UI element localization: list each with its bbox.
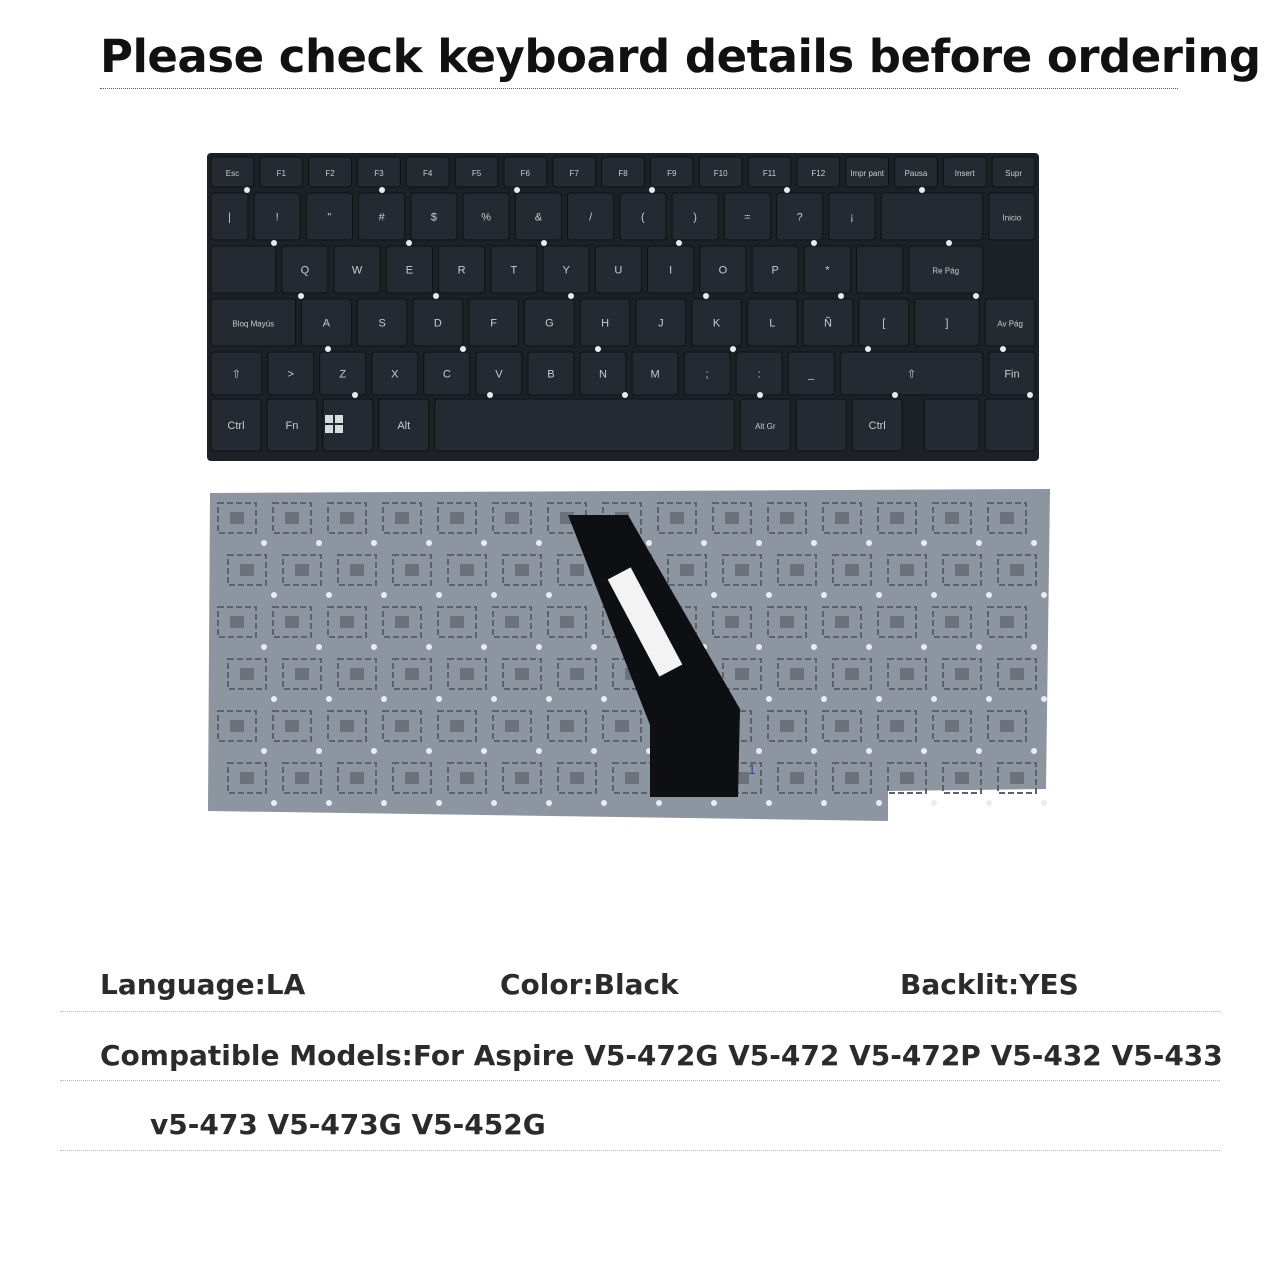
svg-text:|: | bbox=[228, 211, 231, 224]
svg-text:$: $ bbox=[430, 211, 437, 224]
svg-text:Alt Gr: Alt Gr bbox=[755, 422, 776, 431]
mount-dot bbox=[491, 592, 497, 598]
key-w bbox=[334, 246, 380, 293]
key-g bbox=[524, 299, 574, 346]
svg-text:?: ? bbox=[796, 211, 803, 224]
svg-text:): ) bbox=[693, 211, 697, 224]
mount-dot bbox=[711, 592, 717, 598]
svg-text:¡: ¡ bbox=[850, 211, 854, 224]
svg-text:F1: F1 bbox=[276, 169, 286, 178]
key-alt bbox=[379, 399, 429, 451]
svg-text:*: * bbox=[825, 264, 830, 277]
svg-text:K: K bbox=[712, 317, 721, 330]
svg-text:[: [ bbox=[882, 317, 886, 330]
mount-dot bbox=[460, 346, 466, 352]
key-ñ bbox=[803, 299, 853, 346]
key-esc bbox=[211, 157, 254, 187]
svg-text:F9: F9 bbox=[667, 169, 677, 178]
svg-text:S: S bbox=[378, 317, 386, 330]
mount-dot bbox=[865, 346, 871, 352]
page-title: Please check keyboard details before ordering bbox=[100, 30, 1261, 83]
svg-text:E: E bbox=[405, 264, 414, 277]
mount-dot bbox=[271, 696, 277, 702]
mount-dot bbox=[261, 540, 267, 546]
mount-dot bbox=[1041, 800, 1047, 806]
mount-dot bbox=[931, 800, 937, 806]
mount-dot bbox=[986, 592, 992, 598]
svg-text:(: ( bbox=[641, 211, 645, 224]
svg-text:": " bbox=[327, 211, 332, 224]
mount-dot bbox=[1031, 644, 1037, 650]
key-f12 bbox=[797, 157, 840, 187]
key-- bbox=[724, 193, 770, 240]
mount-dot bbox=[866, 748, 872, 754]
svg-text:Re Pág: Re Pág bbox=[932, 266, 960, 276]
mount-dot bbox=[601, 696, 607, 702]
spec-divider bbox=[60, 1011, 1220, 1012]
key-e bbox=[386, 246, 432, 293]
key-o bbox=[700, 246, 746, 293]
key-- bbox=[684, 352, 730, 395]
mount-dot bbox=[811, 540, 817, 546]
key-impr-pant bbox=[846, 157, 889, 187]
spec-models-line1: Compatible Models:For Aspire V5-472G V5-472 V5-472P V5-432 V5-433 bbox=[100, 1039, 1223, 1072]
svg-text:Fn: Fn bbox=[285, 420, 299, 432]
mount-dot bbox=[371, 748, 377, 754]
key-f3 bbox=[357, 157, 400, 187]
key bbox=[985, 399, 1035, 451]
key bbox=[435, 399, 735, 451]
mount-dot bbox=[876, 800, 882, 806]
key-f8 bbox=[602, 157, 645, 187]
key-av-p-g bbox=[985, 299, 1035, 346]
mount-dot bbox=[436, 800, 442, 806]
svg-text:Y: Y bbox=[562, 264, 570, 277]
mount-dot bbox=[481, 540, 487, 546]
spec-language: Language:LA bbox=[100, 968, 306, 1001]
mount-dot bbox=[371, 540, 377, 546]
mount-dot bbox=[546, 696, 552, 702]
key-- bbox=[306, 193, 352, 240]
mount-dot bbox=[426, 644, 432, 650]
svg-text:#: # bbox=[378, 211, 385, 224]
svg-text:F3: F3 bbox=[374, 169, 384, 178]
key-- bbox=[620, 193, 666, 240]
svg-text:Bloq Mayús: Bloq Mayús bbox=[232, 319, 275, 329]
mount-dot bbox=[676, 240, 682, 246]
mount-dot bbox=[766, 800, 772, 806]
mount-dot bbox=[481, 644, 487, 650]
svg-text:H: H bbox=[601, 317, 610, 330]
key-- bbox=[254, 193, 300, 240]
svg-text:⇧: ⇧ bbox=[906, 368, 917, 381]
svg-text:F11: F11 bbox=[762, 169, 777, 178]
svg-text:P: P bbox=[771, 264, 779, 277]
svg-text:F2: F2 bbox=[325, 169, 335, 178]
mount-dot bbox=[1041, 592, 1047, 598]
key-z bbox=[320, 352, 366, 395]
mount-dot bbox=[436, 592, 442, 598]
svg-text:A: A bbox=[322, 317, 331, 330]
mount-dot bbox=[711, 800, 717, 806]
svg-text:F10: F10 bbox=[713, 169, 728, 178]
mount-dot bbox=[976, 540, 982, 546]
mount-dot bbox=[646, 540, 652, 546]
mount-dot bbox=[536, 748, 542, 754]
svg-text:F6: F6 bbox=[520, 169, 531, 178]
svg-text:=: = bbox=[744, 211, 751, 224]
mount-dot bbox=[866, 644, 872, 650]
mount-dot bbox=[271, 592, 277, 598]
mount-dot bbox=[756, 540, 762, 546]
mount-dot bbox=[326, 696, 332, 702]
mount-dot bbox=[821, 696, 827, 702]
mount-dot bbox=[766, 592, 772, 598]
title-divider bbox=[100, 88, 1178, 89]
key-r bbox=[439, 246, 485, 293]
key-- bbox=[211, 352, 262, 395]
svg-text:F4: F4 bbox=[423, 169, 433, 178]
svg-text:M: M bbox=[650, 368, 660, 381]
key-- bbox=[411, 193, 457, 240]
key-- bbox=[359, 193, 405, 240]
mount-dot bbox=[481, 748, 487, 754]
mount-dot bbox=[1027, 392, 1033, 398]
svg-text:O: O bbox=[718, 264, 728, 277]
key-f10 bbox=[699, 157, 742, 187]
svg-text:;: ; bbox=[705, 368, 709, 381]
key-- bbox=[736, 352, 782, 395]
svg-text:F7: F7 bbox=[569, 169, 579, 178]
key-f7 bbox=[553, 157, 596, 187]
mount-dot bbox=[381, 696, 387, 702]
mount-dot bbox=[703, 293, 709, 299]
svg-text:Ñ: Ñ bbox=[824, 317, 832, 330]
svg-text:L: L bbox=[769, 317, 776, 330]
key-j bbox=[636, 299, 686, 346]
mount-dot bbox=[919, 187, 925, 193]
mount-dot bbox=[601, 800, 607, 806]
svg-text:B: B bbox=[547, 368, 555, 381]
svg-text:Insert: Insert bbox=[954, 169, 975, 178]
mount-dot bbox=[811, 748, 817, 754]
key-- bbox=[859, 299, 909, 346]
svg-text:]: ] bbox=[945, 317, 949, 330]
mount-dot bbox=[326, 800, 332, 806]
mount-dot bbox=[921, 644, 927, 650]
key-- bbox=[211, 193, 248, 240]
key-b bbox=[528, 352, 574, 395]
mount-dot bbox=[491, 696, 497, 702]
svg-text:X: X bbox=[391, 368, 399, 381]
key-- bbox=[268, 352, 314, 395]
mount-dot bbox=[876, 592, 882, 598]
key-re-p-g bbox=[909, 246, 983, 293]
svg-text:W: W bbox=[351, 264, 363, 277]
mount-dot bbox=[352, 392, 358, 398]
mount-dot bbox=[946, 240, 952, 246]
key-p bbox=[752, 246, 798, 293]
key-- bbox=[804, 246, 850, 293]
mount-dot bbox=[892, 392, 898, 398]
mount-dot bbox=[316, 540, 322, 546]
svg-text:_: _ bbox=[808, 368, 815, 381]
mount-dot bbox=[316, 748, 322, 754]
key bbox=[857, 246, 903, 293]
mount-dot bbox=[541, 240, 547, 246]
key-bloq-may-s bbox=[211, 299, 296, 346]
svg-text::: : bbox=[757, 368, 761, 381]
mount-dot bbox=[536, 644, 542, 650]
svg-text:V: V bbox=[495, 368, 503, 381]
keyboard-front-image bbox=[207, 153, 1039, 461]
key-insert bbox=[943, 157, 986, 187]
mount-dot bbox=[1031, 540, 1037, 546]
key-- bbox=[515, 193, 561, 240]
key-h bbox=[580, 299, 630, 346]
spec-backlit: Backlit:YES bbox=[900, 968, 1079, 1001]
mount-dot bbox=[876, 696, 882, 702]
key-inicio bbox=[989, 193, 1035, 240]
key-alt-gr bbox=[740, 399, 790, 451]
spec-color: Color:Black bbox=[500, 968, 679, 1001]
mount-dot bbox=[649, 187, 655, 193]
mount-dot bbox=[426, 540, 432, 546]
mount-dot bbox=[811, 240, 817, 246]
mount-dot bbox=[261, 644, 267, 650]
mount-dot bbox=[371, 644, 377, 650]
key-f bbox=[469, 299, 519, 346]
key-m bbox=[632, 352, 678, 395]
svg-text:Ctrl: Ctrl bbox=[227, 420, 245, 432]
mount-dot bbox=[838, 293, 844, 299]
svg-text:Z: Z bbox=[339, 368, 347, 381]
key bbox=[881, 193, 983, 240]
key bbox=[924, 399, 979, 451]
svg-text:Av Pág: Av Pág bbox=[997, 319, 1023, 329]
mount-dot bbox=[271, 800, 277, 806]
key-q bbox=[282, 246, 328, 293]
mount-dot bbox=[591, 748, 597, 754]
mount-dot bbox=[986, 800, 992, 806]
key-fn bbox=[267, 399, 317, 451]
mount-dot bbox=[757, 392, 763, 398]
mount-dot bbox=[379, 187, 385, 193]
mount-dot bbox=[487, 392, 493, 398]
mount-dot bbox=[1031, 748, 1037, 754]
key-d bbox=[413, 299, 463, 346]
mount-dot bbox=[426, 748, 432, 754]
mount-dot bbox=[756, 644, 762, 650]
svg-text:N: N bbox=[598, 368, 607, 381]
keyboard-back-image bbox=[188, 489, 1050, 821]
key-k bbox=[692, 299, 742, 346]
mount-dot bbox=[591, 644, 597, 650]
mount-dot bbox=[866, 540, 872, 546]
key-f9 bbox=[650, 157, 693, 187]
mount-dot bbox=[261, 748, 267, 754]
mount-dot bbox=[546, 592, 552, 598]
key-- bbox=[777, 193, 823, 240]
svg-text:Impr pant: Impr pant bbox=[850, 169, 885, 178]
cable-number: 1 bbox=[748, 761, 756, 777]
key-f5 bbox=[455, 157, 498, 187]
mount-dot bbox=[821, 592, 827, 598]
key-x bbox=[372, 352, 418, 395]
key-t bbox=[491, 246, 537, 293]
key bbox=[211, 246, 276, 293]
mount-dot bbox=[325, 346, 331, 352]
key-- bbox=[672, 193, 718, 240]
svg-text:!: ! bbox=[275, 211, 279, 224]
mount-dot bbox=[326, 592, 332, 598]
key-f1 bbox=[260, 157, 303, 187]
mount-dot bbox=[973, 293, 979, 299]
mount-dot bbox=[536, 540, 542, 546]
svg-text:U: U bbox=[614, 264, 623, 277]
key-u bbox=[595, 246, 641, 293]
mount-dot bbox=[298, 293, 304, 299]
key-n bbox=[580, 352, 626, 395]
key-f4 bbox=[406, 157, 449, 187]
key-- bbox=[568, 193, 614, 240]
svg-text:Alt: Alt bbox=[397, 420, 411, 432]
mount-dot bbox=[976, 644, 982, 650]
mount-dot bbox=[931, 592, 937, 598]
mount-dot bbox=[931, 696, 937, 702]
svg-text:⇧: ⇧ bbox=[231, 368, 241, 381]
svg-text:Q: Q bbox=[300, 264, 310, 277]
mount-dot bbox=[622, 392, 628, 398]
mount-dot bbox=[546, 800, 552, 806]
mount-dot bbox=[730, 346, 736, 352]
svg-text:%: % bbox=[481, 211, 492, 224]
key-a bbox=[302, 299, 352, 346]
key-i bbox=[648, 246, 694, 293]
key-- bbox=[840, 352, 983, 395]
svg-text:Pausa: Pausa bbox=[904, 169, 928, 178]
key-l bbox=[747, 299, 797, 346]
mount-dot bbox=[784, 187, 790, 193]
key-fin bbox=[989, 352, 1035, 395]
mount-dot bbox=[1000, 346, 1006, 352]
svg-text:F12: F12 bbox=[811, 169, 826, 178]
svg-text:D: D bbox=[433, 317, 442, 330]
mount-dot bbox=[244, 187, 250, 193]
key-s bbox=[357, 299, 407, 346]
key-- bbox=[463, 193, 509, 240]
mount-dot bbox=[701, 540, 707, 546]
key-ctrl bbox=[852, 399, 902, 451]
svg-text:I: I bbox=[669, 264, 673, 277]
mount-dot bbox=[491, 800, 497, 806]
svg-text:>: > bbox=[287, 368, 294, 381]
key-ctrl bbox=[211, 399, 261, 451]
key-- bbox=[915, 299, 980, 346]
svg-text:C: C bbox=[442, 368, 451, 381]
key-f2 bbox=[309, 157, 352, 187]
mount-dot bbox=[921, 540, 927, 546]
mount-dot bbox=[595, 346, 601, 352]
mount-dot bbox=[921, 748, 927, 754]
svg-text:F5: F5 bbox=[471, 169, 482, 178]
svg-text:/: / bbox=[589, 211, 593, 224]
svg-text:G: G bbox=[545, 317, 554, 330]
key-v bbox=[476, 352, 522, 395]
mount-dot bbox=[766, 696, 772, 702]
key-f11 bbox=[748, 157, 791, 187]
mount-dot bbox=[656, 800, 662, 806]
svg-text:R: R bbox=[457, 264, 466, 277]
mount-dot bbox=[381, 592, 387, 598]
key bbox=[796, 399, 846, 451]
key-pausa bbox=[895, 157, 938, 187]
mount-dot bbox=[271, 240, 277, 246]
mount-dot bbox=[433, 293, 439, 299]
svg-text:&: & bbox=[534, 211, 543, 224]
key-c bbox=[424, 352, 470, 395]
svg-text:Ctrl: Ctrl bbox=[868, 420, 886, 432]
key-y bbox=[543, 246, 589, 293]
mount-dot bbox=[316, 644, 322, 650]
spec-divider bbox=[60, 1150, 1220, 1151]
mount-dot bbox=[381, 800, 387, 806]
mount-dot bbox=[811, 644, 817, 650]
svg-text:Supr: Supr bbox=[1005, 169, 1023, 178]
svg-text:Esc: Esc bbox=[225, 169, 240, 178]
svg-text:Inicio: Inicio bbox=[1002, 213, 1022, 223]
mount-dot bbox=[756, 748, 762, 754]
mount-dot bbox=[514, 187, 520, 193]
key-supr bbox=[992, 157, 1035, 187]
svg-text:F8: F8 bbox=[618, 169, 628, 178]
mount-dot bbox=[568, 293, 574, 299]
svg-text:Fin: Fin bbox=[1004, 368, 1020, 381]
key-- bbox=[788, 352, 834, 395]
spec-divider bbox=[60, 1080, 1220, 1081]
svg-text:J: J bbox=[658, 317, 664, 330]
mount-dot bbox=[406, 240, 412, 246]
mount-dot bbox=[986, 696, 992, 702]
mount-dot bbox=[1041, 696, 1047, 702]
svg-text:F: F bbox=[490, 317, 497, 330]
svg-text:T: T bbox=[510, 264, 518, 277]
mount-dot bbox=[436, 696, 442, 702]
key-f6 bbox=[504, 157, 547, 187]
mount-dot bbox=[821, 800, 827, 806]
mount-dot bbox=[976, 748, 982, 754]
key-- bbox=[829, 193, 875, 240]
spec-models-line2: v5-473 V5-473G V5-452G bbox=[150, 1108, 546, 1141]
